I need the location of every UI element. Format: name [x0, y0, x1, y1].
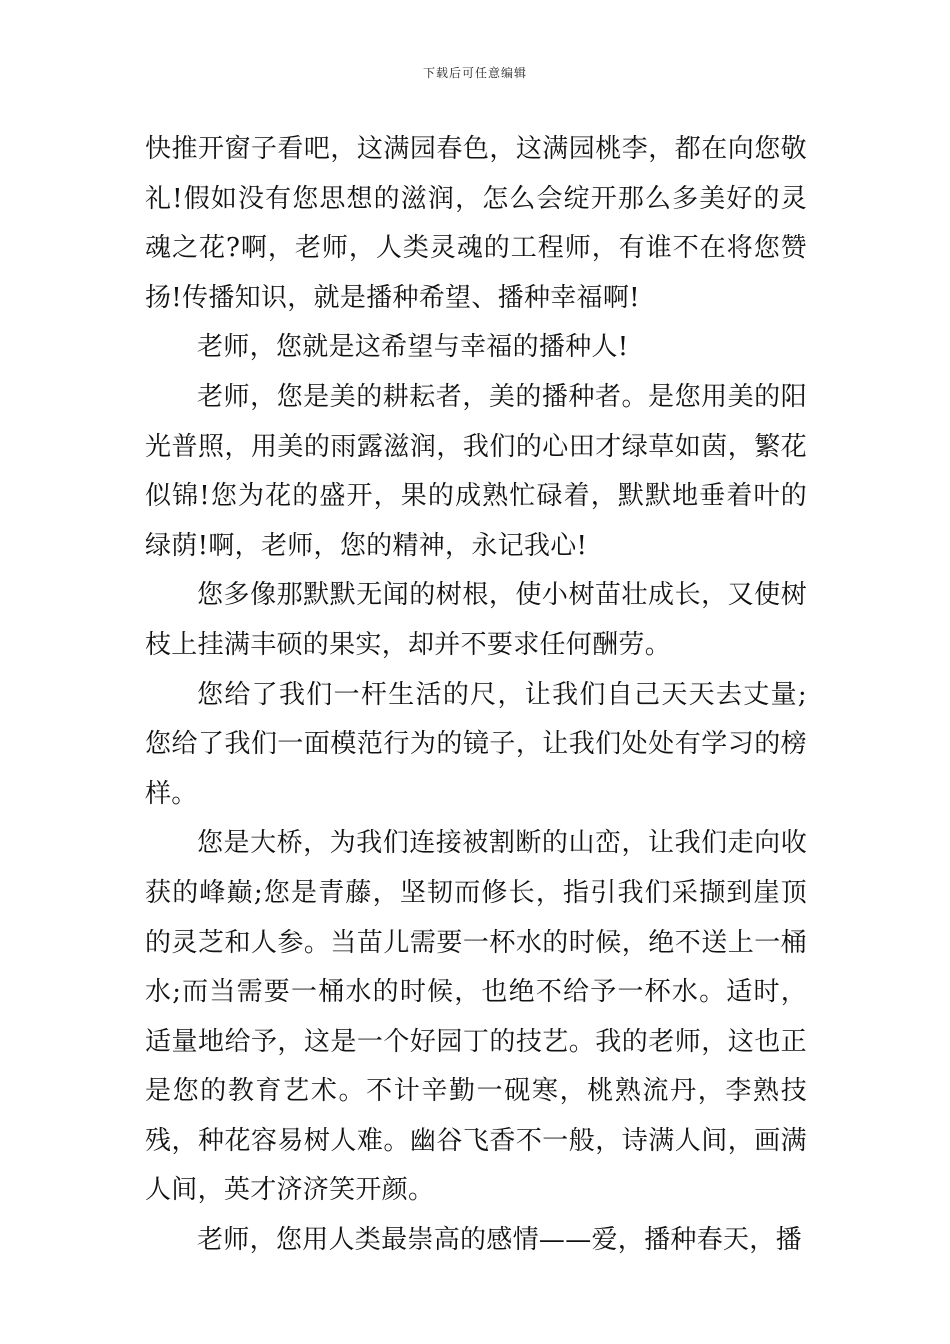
paragraph-6: 您是大桥，为我们连接被割断的山峦，让我们走向收获的峰巅;您是青藤，坚韧而修长，指引我们采撷到崖顶的灵芝和人参。当苗儿需要一杯水的时候，绝不送上一桶水;而当需要一桶水的时候，也绝不给予一杯水。适时，适量地给予，这是一个好园丁的技艺。我的老师，这也正是您的教育艺术。不计辛勤一砚寒，桃熟流丹，李熟技残，种花容易树人难。幽谷飞香不一般，诗满人间，画满人间，英才济济笑开颜。 — [145, 828, 807, 1206]
paragraph-3: 老师，您是美的耕耘者，美的播种者。是您用美的阳光普照，用美的雨露滋润，我们的心田才绿草如茵，繁花似锦!您为花的盛开，果的成熟忙碌着，默默地垂着叶的绿荫!啊，老师，您的精神，永记我心! — [145, 381, 807, 561]
paragraph-1: 快推开窗子看吧，这满园春色，这满园桃李，都在向您敬礼!假如没有您思想的滋润，怎么会绽开那么多美好的灵魂之花?啊，老师，人类灵魂的工程师，有谁不在将您赞扬!传播知识，就是播种希望、播种幸福啊! — [145, 134, 807, 313]
paragraph-7: 老师，您用人类最崇高的感情——爱，播种春天，播 — [197, 1225, 802, 1256]
paragraph-4: 您多像那默默无闻的树根，使小树苗壮成长，又使树枝上挂满丰硕的果实，却并不要求任何酬劳。 — [145, 580, 807, 660]
document-body — [145, 125, 807, 1266]
page-header-note: 下载后可任意编辑 — [422, 66, 527, 80]
paragraph-5: 您给了我们一杆生活的尺，让我们自己天天去丈量;您给了我们一面模范行为的镜子，让我们处处有学习的榜样。 — [145, 679, 807, 809]
paragraph-2: 老师，您就是这希望与幸福的播种人! — [197, 332, 629, 363]
